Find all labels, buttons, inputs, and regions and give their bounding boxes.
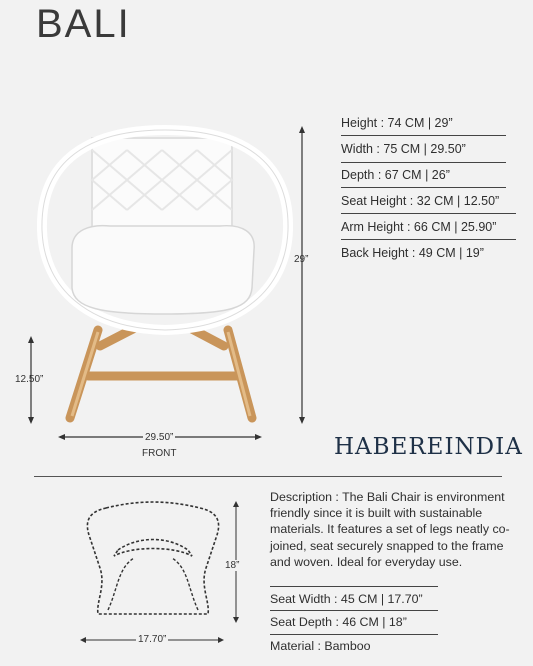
seat-height-dimension-label: 12.50” [15,374,44,385]
spec-divider [270,610,438,611]
height-dimension-line [296,126,308,426]
spec-divider [270,634,438,635]
spec-divider [341,213,516,214]
spec-seat-height: Seat Height : 32 CM | 12.50” [341,194,500,208]
spec-material: Material : Bamboo [270,639,371,653]
rattan-back [92,138,232,238]
spec-divider [341,162,506,163]
product-title: BALI [36,2,131,46]
width-dimension-label: 29.50” [145,432,174,443]
spec-depth: Depth : 67 CM | 26” [341,168,450,182]
seat-top-view-image [78,498,228,623]
product-description: Description : The Bali Chair is environment friendly since it is built with sustainable materials. It features a set of legs neatly co-joined, seat securely snapped to the frame and woven. Ideal for everyday use. [270,490,510,569]
spec-divider [341,239,516,240]
spec-seat-depth: Seat Depth : 46 CM | 18” [270,615,407,629]
spec-back-height: Back Height : 49 CM | 19” [341,246,484,260]
view-label-front: FRONT [142,448,177,459]
spec-width: Width : 75 CM | 29.50” [341,142,466,156]
height-dimension-label: 29” [294,254,309,265]
spec-divider [341,135,506,136]
spec-seat-width: Seat Width : 45 CM | 17.70” [270,592,423,606]
bamboo-legs [70,328,252,418]
section-divider [34,476,502,477]
seat-width-dimension-label: 17.70” [138,634,167,645]
spec-divider [270,586,438,587]
spec-arm-height: Arm Height : 66 CM | 25.90” [341,220,497,234]
seat-cushion [72,226,254,314]
spec-divider [341,187,506,188]
chair-front-image [30,120,300,430]
seat-depth-dimension-label: 18” [225,560,240,571]
brand-logo: HABEREINDIA [334,434,523,460]
spec-height: Height : 74 CM | 29” [341,116,453,130]
